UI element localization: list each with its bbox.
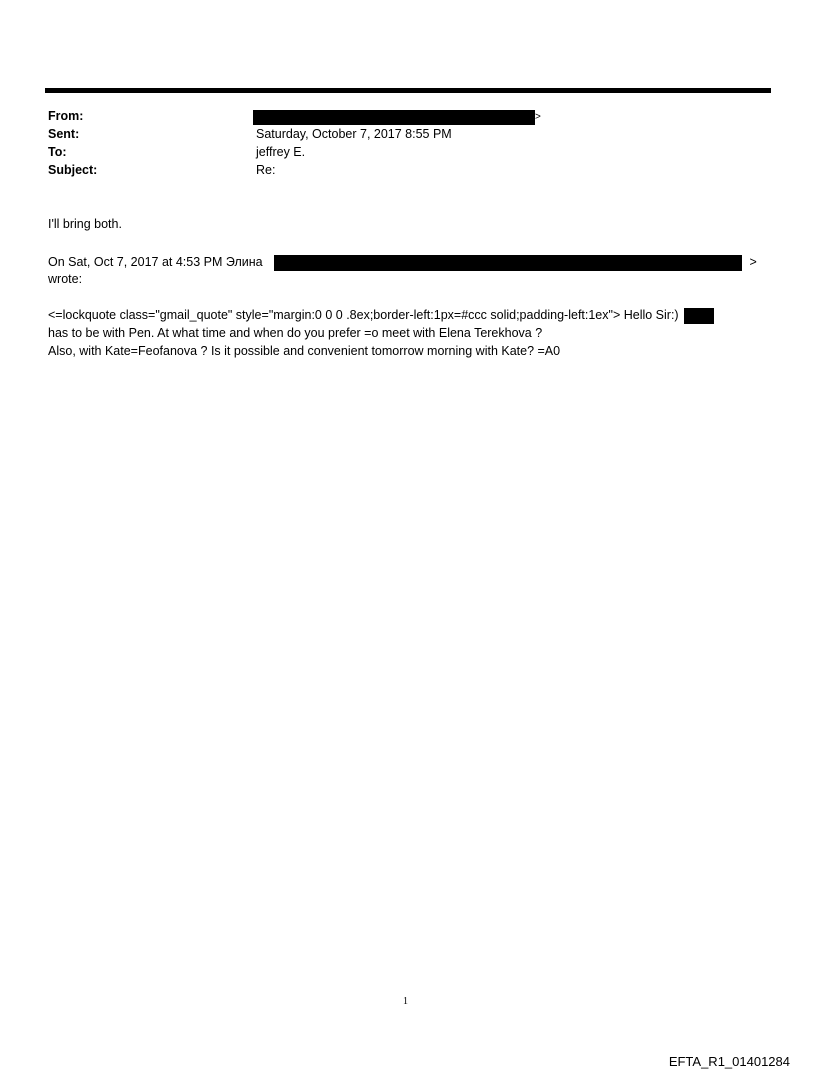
to-label: To: [48,145,67,159]
page-number: 1 [403,996,408,1007]
subject-value: Re: [256,163,276,177]
quote-wrote: wrote: [48,272,83,286]
redaction-box [684,308,714,324]
redaction-box [253,110,535,125]
from-row [48,107,768,125]
redaction-box [274,255,742,271]
sent-label: Sent: [48,127,80,141]
from-label: From: [48,109,84,123]
quote-line-1 [48,306,714,324]
quote-line-3: Also, with Kate=Feofanova ? Is it possible and convenient tomorrow morning with Kate? =A0 [48,344,561,358]
subject-row [48,161,768,179]
to-row [48,143,768,161]
from-suffix: > [535,111,541,123]
subject-label: Subject: [48,163,98,177]
to-value: jeffrey E. [256,145,306,159]
document-id: EFTA_R1_01401284 [668,1054,790,1069]
quote-line-1-text: <=lockquote class="gmail_quote" style="margin:0 0 0 .8ex;border-left:1px=#ccc solid;padding-left:1ex"> Hello Sir:) [48,308,679,322]
quote-intro-line [48,253,757,271]
sent-row [48,125,768,143]
quote-intro-suffix: > [749,255,757,269]
from-value [253,108,541,127]
quote-intro: On Sat, Oct 7, 2017 at 4:53 PM Элина [48,255,263,269]
reply-text: I'll bring both. [48,217,122,231]
header-rule [45,88,771,93]
quote-line-2: has to be with Pen. At what time and when do you prefer =o meet with Elena Terekhova ? [48,326,543,340]
sent-value: Saturday, October 7, 2017 8:55 PM [256,127,452,141]
email-header [48,107,768,179]
